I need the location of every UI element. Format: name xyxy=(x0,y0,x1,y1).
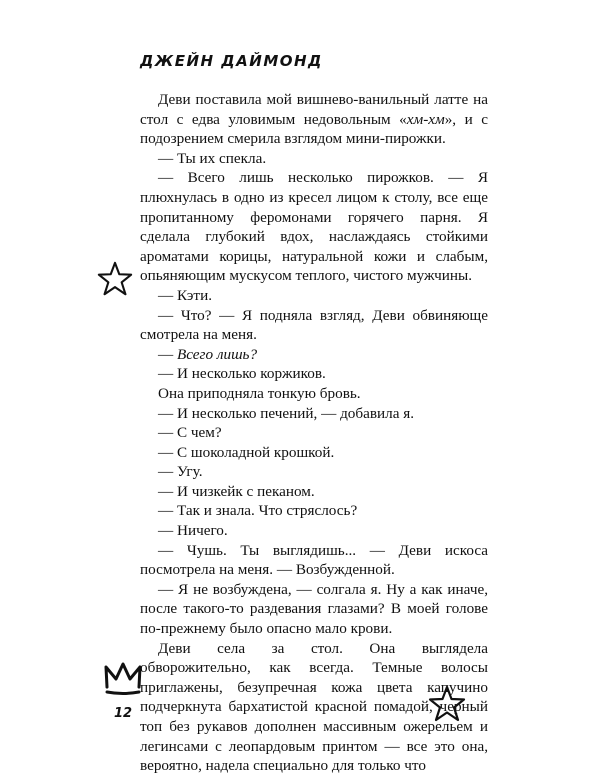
paragraph: Она приподняла тонкую бровь. xyxy=(158,384,361,402)
paragraph: — И чизкейк с пеканом. xyxy=(158,482,315,500)
paragraph: — С чем? xyxy=(158,424,222,442)
crown-icon xyxy=(103,661,143,699)
paragraph xyxy=(140,345,488,365)
paragraph: Деви села за стол. Она выглядела обворожительно, как всегда. Темные волосы приглажены, безупречная кожа цвета капучино подчеркнута бархатистой красной помадой, черный топ без рукавов дополнен массивным ожерельем и легинсами с леопардовым принтом — все это она, вероятно, надела специально для только что xyxy=(140,639,488,775)
text-run: », и с подозрением смерила взглядом мини-пирожки. xyxy=(140,110,488,148)
italic-run: хм-хм xyxy=(406,110,445,128)
page-number: 12 xyxy=(114,706,133,721)
paragraph: — Чушь. Ты выглядишь... — Деви искоса посмотрела на меня. — Возбужденной. xyxy=(140,541,488,579)
paragraph: — И несколько печений, — добавила я. xyxy=(158,404,415,422)
paragraph: — Ничего. xyxy=(158,522,228,540)
star-icon xyxy=(96,260,134,298)
paragraph: — Так и знала. Что стряслось? xyxy=(158,502,358,520)
running-head: ДЖЕЙН ДАЙМОНД xyxy=(140,52,323,70)
paragraph: — И несколько коржиков. xyxy=(158,365,326,383)
text-run: — xyxy=(158,345,177,363)
paragraph: — Ты их спекла. xyxy=(158,149,267,167)
paragraph: — С шоколадной крошкой. xyxy=(158,443,335,461)
text-run: Деви поставила мой вишнево-ванильный латте на стол с едва уловимым недовольным « xyxy=(140,91,488,128)
italic-run: Всего лишь? xyxy=(176,345,258,363)
body-text xyxy=(140,90,488,776)
paragraph: — Я не возбуждена, — солгала я. Ну а как иначе, после такого-то раздевания глазами? В моей голове по-прежнему было опасно мало крови. xyxy=(140,580,488,638)
paragraph xyxy=(140,90,488,149)
paragraph: — Угу. xyxy=(158,463,203,481)
star-icon xyxy=(427,684,467,724)
paragraph: — Кэти. xyxy=(158,286,212,304)
paragraph: — Что? — Я подняла взгляд, Деви обвиняюще смотрела на меня. xyxy=(140,306,488,344)
paragraph: — Всего лишь несколько пирожков. — Я плюхнулась в одно из кресел лицом к столу, все еще пропитанному феромонами горячего парня. Я сделала глубокий вдох, наслаждаясь стойкими ароматами корицы, натуральной кожи и слабым, опьяняющим мускусом теплого, чистого мужчины. xyxy=(140,169,488,285)
